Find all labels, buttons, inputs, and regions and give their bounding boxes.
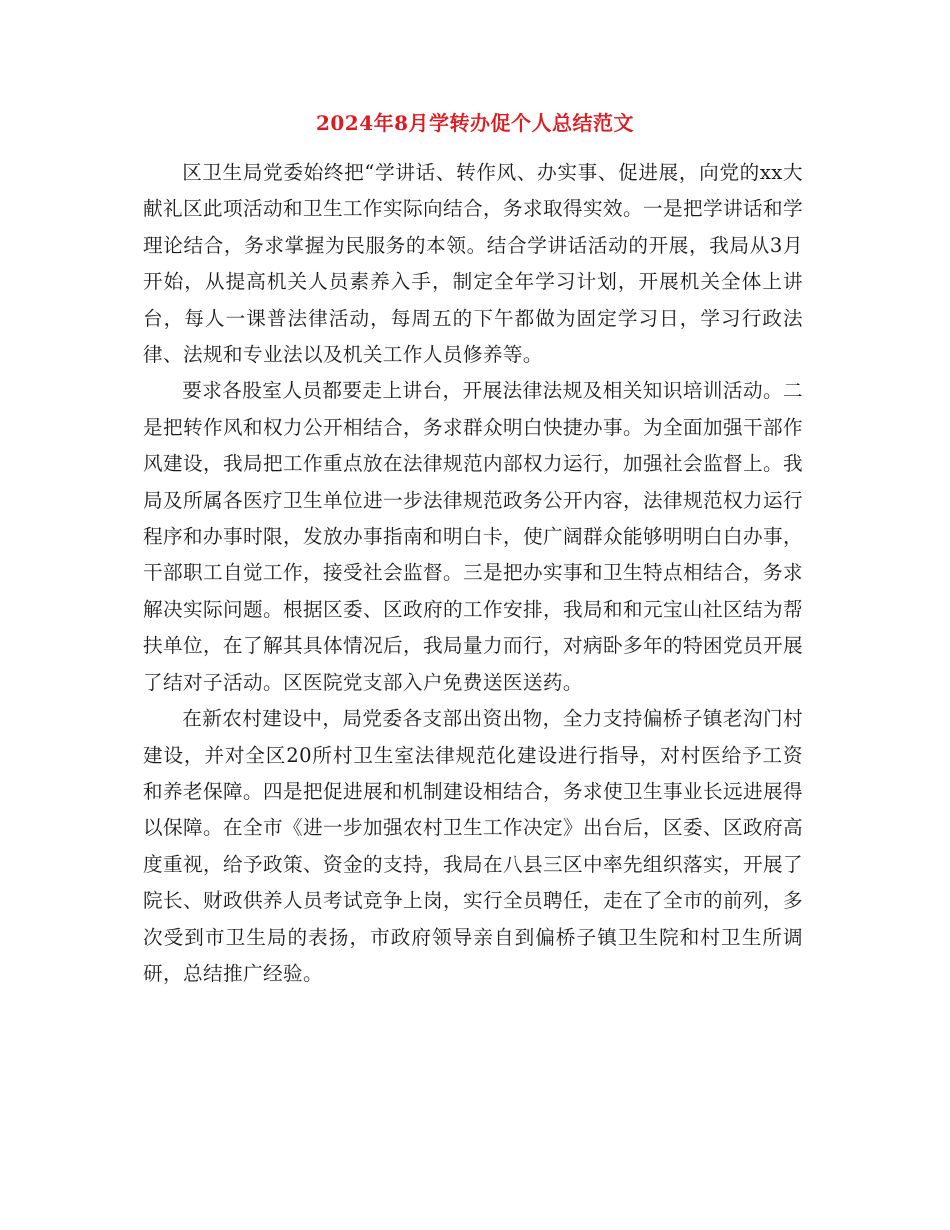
paragraph-1: 区卫生局党委始终把“学讲话、转作风、办实事、促进展，向党的xx大献礼区此项活动和卫生工作实际向结合，务求取得实效。一是把学讲话和学理论结合，务求掌握为民服务的本领。结合学讲话活动的开展，我局从3月开始，从提高机关人员素养入手，制定全年学习计划，开展机关全体上讲台，每人一课普法律活动，每周五的下午都做为固定学习日，学习行政法律、法规和专业法以及机关工作人员修养等。 <box>143 161 803 367</box>
document-body <box>143 155 803 992</box>
paragraph-3: 在新农村建设中，局党委各支部出资出物，全力支持偏桥子镇老沟门村建设，并对全区20所村卫生室法律规范化建设进行指导，对村医给予工资和养老保障。四是把促进展和机制建设相结合，务求使卫生事业长远进展得以保障。在全市《进一步加强农村卫生工作决定》出台后，区委、区政府高度重视，给予政策、资金的支持，我局在八县三区中率先组织落实，开展了院长、财政供养人员考试竞争上岗，实行全员聘任，走在了全市的前列，多次受到市卫生局的表扬，市政府领导亲自到偏桥子镇卫生院和村卫生所调研，总结推广经验。 <box>143 707 803 985</box>
paragraph-2: 要求各股室人员都要走上讲台，开展法律法规及相关知识培训活动。二是把转作风和权力公开相结合，务求群众明白快捷办事。为全面加强干部作风建设，我局把工作重点放在法律规范内部权力运行，加强社会监督上。我局及所属各医疗卫生单位进一步法律规范政务公开内容，法律规范权力运行程序和办事时限，发放办事指南和明白卡，使广阔群众能够明明白白办事，干部职工自觉工作，接受社会监督。三是把办实事和卫生特点相结合，务求解决实际问题。根据区委、区政府的工作安排，我局和和元宝山社区结为帮扶单位，在了解其具体情况后，我局量力而行，对病卧多年的特困党员开展了结对子活动。区医院党支部入户免费送医送药。 <box>143 379 803 694</box>
document-title: 2024年8月学转办促个人总结范文 <box>315 111 635 135</box>
